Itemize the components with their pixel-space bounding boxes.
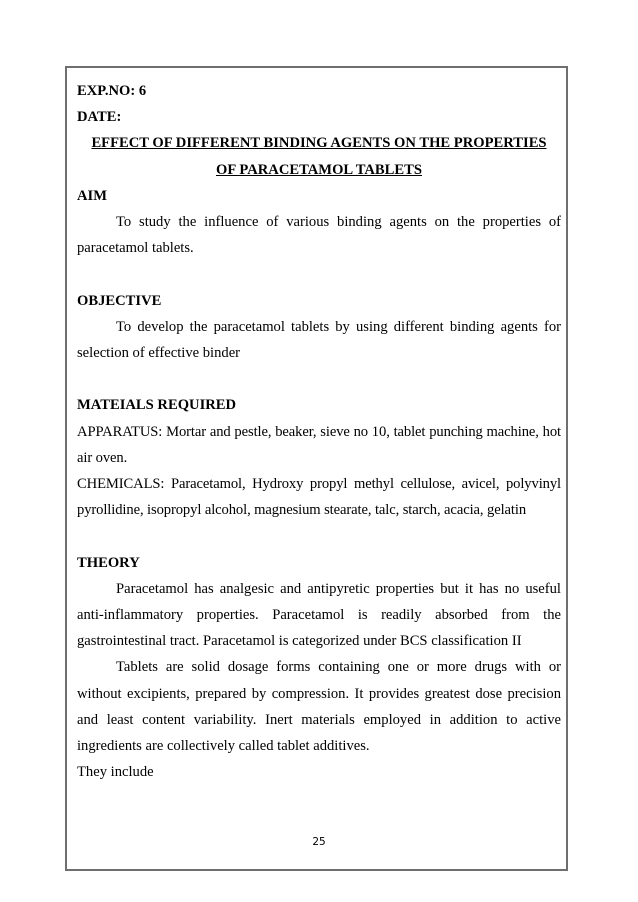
theory-paragraph-1: Paracetamol has analgesic and antipyretic properties but it has no useful anti-inflammatory properties. Paracetamol is readily absorbed from the gastrointestinal tract. Paracetamol is categorized under BCS classification II [77,580,561,650]
page-number: 25 [312,836,326,848]
spacer [77,261,561,287]
document-title-line1: EFFECT OF DIFFERENT BINDING AGENTS ON THE PROPERTIES [91,135,547,152]
apparatus-text: APPARATUS: Mortar and pestle, beaker, sieve no 10, tablet punching machine, hot air oven. [77,423,561,466]
theory-paragraph-3: They include [77,764,154,781]
spacer [77,366,561,392]
spacer [77,523,561,549]
objective-text: To develop the paracetamol tablets by using different binding agents for selection of effective binder [77,318,561,362]
chemicals-text: CHEMICALS: Paracetamol, Hydroxy propyl methyl cellulose, avicel, polyvinyl pyrollidine, isopropyl alcohol, magnesium stearate, talc, starch, acacia, gelatin [77,476,561,519]
document-title-line2: OF PARACETAMOL TABLETS [216,161,422,178]
theory-heading: THEORY [77,554,140,571]
document-body [77,78,561,785]
theory-paragraph-2: Tablets are solid dosage forms containing one or more drugs with or without excipients, prepared by compression. It provides greatest dose precision and least content variability. Inert materials employed in addition to active ingredients are collectively called tablet additives. [77,659,561,755]
aim-heading: AIM [77,187,107,204]
experiment-number: EXP.NO: 6 [77,83,147,99]
objective-heading: OBJECTIVE [77,292,162,309]
materials-heading: MATEIALS REQUIRED [77,397,237,414]
experiment-date: DATE: [77,109,122,126]
aim-text: To study the influence of various binding agents on the properties of paracetamol tablets. [77,214,561,257]
